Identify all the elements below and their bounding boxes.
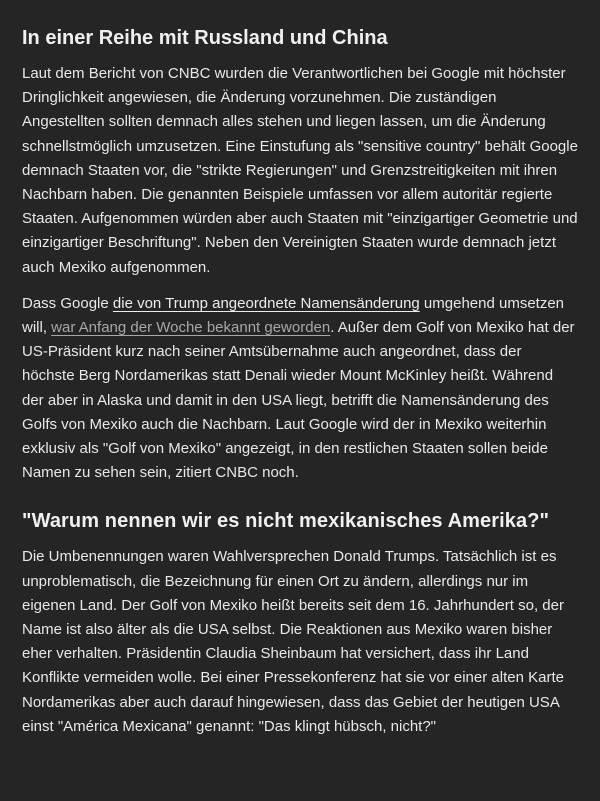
paragraph-name-change <box>22 292 578 486</box>
section-heading-russland-china: In einer Reihe mit Russland und China <box>22 27 388 49</box>
paragraph-cnbc-report: Laut dem Bericht von CNBC wurden die Verantwortlichen bei Google mit höchster Dringlichkeit angewiesen, die Änderung vorzunehmen. Die zuständigen Angestellten sollten demnach alles stehen und liegen lassen, um die Änderung schnellstmöglich umzusetzen. Eine Einstufung als "sensitive country" behält Google demnach Staaten vor, die "strikte Regierungen" und Grenzstreitigkeiten mit ihren Nachbarn haben. Die genannten Beispiele umfassen vor allem autoritär regierte Staaten. Aufgenommen würden aber auch Staaten mit "einzigartiger Geometrie und einzigartiger Beschriftung". Neben den Vereinigten Staaten wurde demnach jetzt auch Mexiko aufgenommen. <box>22 65 578 276</box>
link-earlier-report[interactable]: war Anfang der Woche bekannt geworden <box>51 319 331 337</box>
link-trump-name-change[interactable]: die von Trump angeordnete Namensänderung <box>112 294 420 312</box>
paragraph-renaming-promises: Die Umbenennungen waren Wahlversprechen Donald Trumps. Tatsächlich ist es unproblematisch, die Bezeichnung für einen Ort zu ändern, allerdings nur im eigenen Land. Der Golf von Mexiko heißt bereits seit dem 16. Jahrhundert so, der Name ist also älter als die USA selbst. Die Reaktionen aus Mexiko waren bisher eher verhalten. Präsidentin Claudia Sheinbaum hat versichert, dass ihr Land Konflikte vermeiden wolle. Bei einer Pressekonferenz hat sie vor einer alten Karte Nordamerikas aber auch darauf hingewiesen, dass das Gebiet der heutigen USA einst "América Mexicana" genannt: "Das klingt hübsch, nicht?" <box>22 548 564 735</box>
section-heading-mexikanisches-amerika: "Warum nennen wir es nicht mexikanisches Amerika?" <box>22 510 550 533</box>
paragraph-text: Dass Google <box>22 294 113 312</box>
paragraph-text: . Außer dem Golf von Mexiko hat der US-Präsident kurz nach seiner Amtsübernahme auch angeordnet, dass der höchste Berg Nordamerikas statt Denali wieder Mount McKinley heißt. Während der aber in Alaska und damit in den USA liegt, betrifft die Namensänderung des Golfs von Mexiko auch die Nachbarn. Laut Google wird der in Mexiko weiterhin exklusiv als "Golf von Mexiko" angezeigt, in den restlichen Staaten sollen beide Namen zu sehen sein, zitiert CNBC noch. <box>22 319 575 482</box>
paragraph-text: umgehend umsetzen will, <box>22 294 565 337</box>
